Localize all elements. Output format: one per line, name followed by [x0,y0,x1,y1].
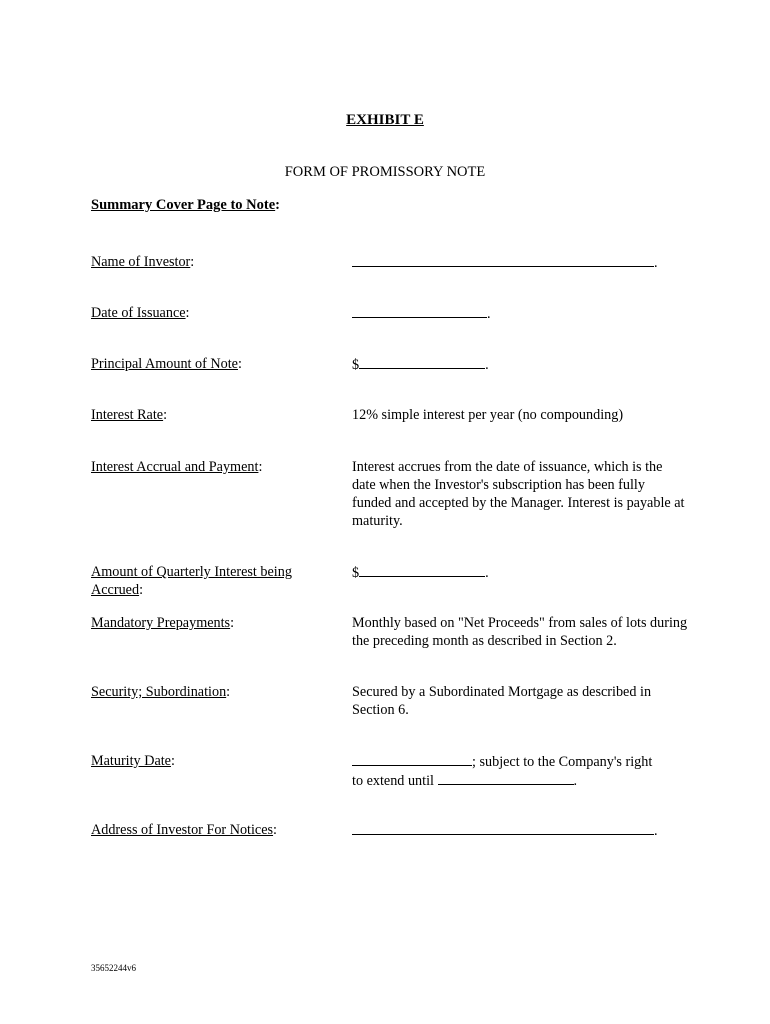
document-id: 35652244v6 [91,963,136,973]
field-label-text: Interest Accrual and Payment [91,459,259,475]
exhibit-heading: EXHIBIT E [346,112,424,128]
field-label-text: Interest Rate [91,407,164,423]
value-suffix: . [485,357,489,373]
value-suffix: . [573,773,578,789]
field-label-text: Security; Subordination [91,684,227,700]
field-label [91,458,321,476]
field-value [352,752,692,790]
field-label [91,563,316,599]
field-value[interactable] [352,563,692,582]
field-value-text: 12% simple interest per year (no compounding) [352,407,624,423]
field-label-colon: : [230,615,235,631]
blank-line[interactable] [359,563,485,577]
value-suffix: . [654,255,658,271]
field-value-text: Interest accrues from the date of issuance, which is the date when the Investor's subscription has been fully funded and accepted by the Manager. Interest is payable at maturity. [352,459,685,529]
blank-line[interactable] [352,821,654,835]
maturity-line-1 [352,752,692,771]
summary-heading-colon: : [275,197,281,213]
blank-line[interactable] [352,304,487,318]
value-suffix: . [654,823,658,839]
field-value-text: Secured by a Subordinated Mortgage as described in Section 6. [352,684,652,718]
field-label-colon: : [258,459,263,475]
field-label-colon: : [273,822,277,838]
blank-line[interactable] [352,752,472,766]
field-label-colon: : [226,684,231,700]
value-suffix: . [485,565,489,581]
field-label [91,821,341,839]
summary-heading [91,197,280,214]
field-value[interactable] [352,304,692,323]
field-label-colon: : [190,254,195,270]
blank-line[interactable] [352,253,654,267]
field-label [91,406,321,424]
field-label-colon: : [170,753,175,769]
field-label-text: Address of Investor For Notices [91,822,274,838]
field-label-text: Maturity Date [91,753,171,769]
value-prefix: $ [352,357,360,373]
field-value-text: Monthly based on "Net Proceeds" from sales of lots during the preceding month as described in Section 2. [352,615,688,649]
summary-heading-text: Summary Cover Page to Note [91,197,276,213]
value-prefix: $ [352,565,360,581]
field-label-colon: : [185,305,190,321]
maturity-text-1: ; subject to the Company's right [472,754,653,770]
blank-line[interactable] [359,355,485,369]
field-label-colon: : [163,407,168,423]
field-label [91,614,321,632]
field-value[interactable] [352,253,692,272]
field-label-text: Mandatory Prepayments [91,615,231,631]
field-label-text: Name of Investor [91,254,191,270]
field-value[interactable] [352,355,692,374]
field-label [91,253,321,271]
field-label [91,752,321,770]
value-suffix: . [487,306,491,322]
field-label [91,355,321,373]
field-label-text: Amount of Quarterly Interest being Accrued [91,564,292,598]
maturity-text-2: to extend until [352,773,434,789]
form-title: FORM OF PROMISSORY NOTE [284,164,486,180]
field-label-text: Date of Issuance [91,305,186,321]
field-label-colon: : [139,582,144,598]
field-label-colon: : [237,356,242,372]
field-label [91,683,321,701]
field-label [91,304,321,322]
field-value[interactable] [352,821,692,840]
blank-line[interactable] [438,771,574,785]
maturity-line-2 [352,771,692,790]
field-label-text: Principal Amount of Note [91,356,238,372]
